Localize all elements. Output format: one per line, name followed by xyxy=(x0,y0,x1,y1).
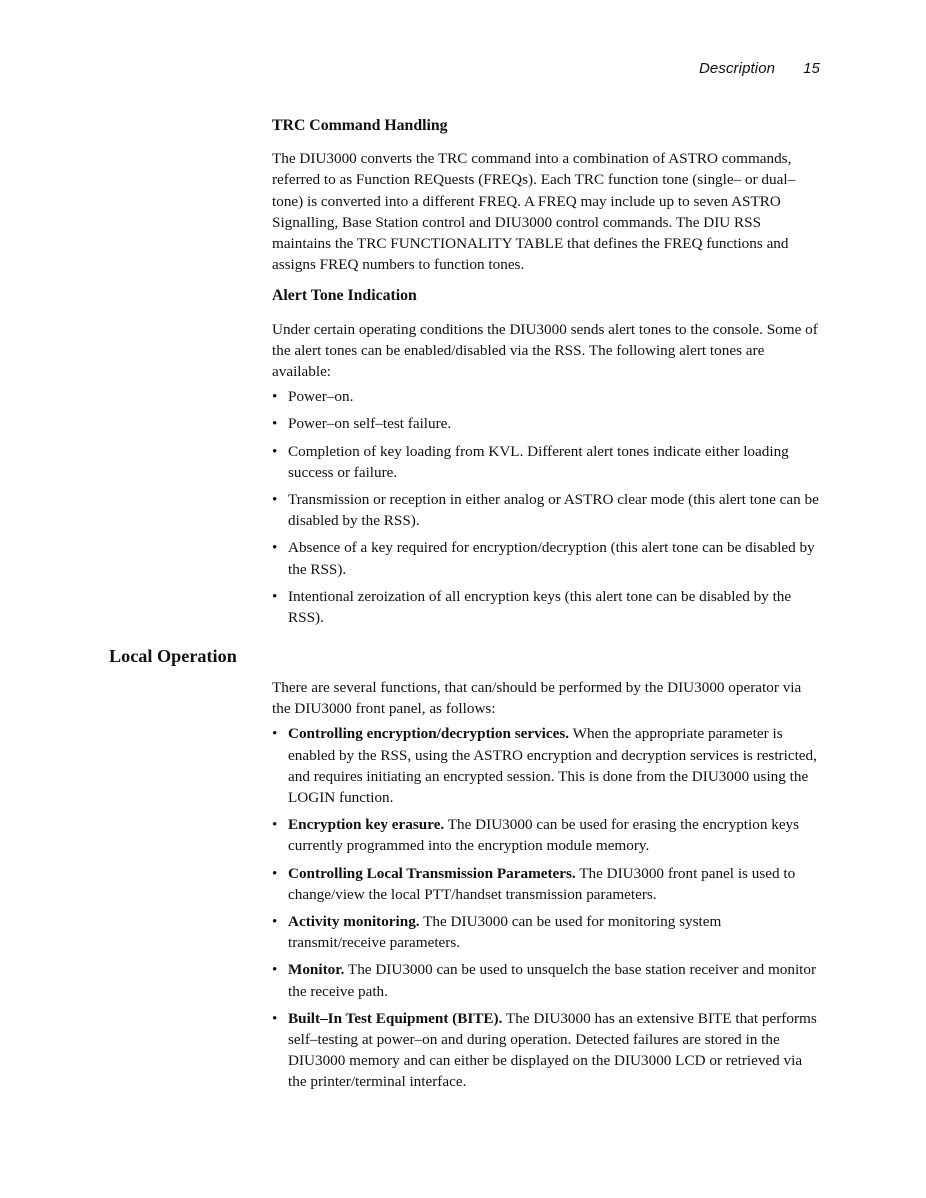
bullet-icon: • xyxy=(272,864,278,882)
bullet-icon: • xyxy=(272,1009,278,1027)
local-function-list xyxy=(272,723,822,1092)
bullet-icon: • xyxy=(272,816,278,834)
list-item-text: The DIU3000 can be used for erasing the encryption keys currently programmed into the encryption module memory. xyxy=(288,816,800,855)
list-item-text: When the appropriate parameter is enabled by the RSS, using the ASTRO encryption and decryption services is restricted, and requires initiating an encrypted session. This is done from the DIU3000 using the LOGIN function. xyxy=(288,725,817,807)
list-item: • Transmission or reception in either analog or ASTRO clear mode (this alert tone can be disabled by the RSS). xyxy=(272,491,819,530)
bullet-icon: • xyxy=(272,442,278,460)
alert-heading: Alert Tone Indication xyxy=(272,287,417,305)
page-number: 15 xyxy=(803,60,820,77)
bullet-icon: • xyxy=(272,491,278,509)
trc-heading: TRC Command Handling xyxy=(272,117,448,134)
list-item: • Completion of key loading from KVL. Different alert tones indicate either loading success or failure. xyxy=(272,442,789,481)
local-operation-heading: Local Operation xyxy=(109,646,237,666)
alert-intro: Under certain operating conditions the DIU3000 sends alert tones to the console. Some of the alert tones can be enabled/disabled via the RSS. The following alert tones are available: xyxy=(272,320,818,381)
list-item-text: The DIU3000 has an extensive BITE that performs self–testing at power–on and during operation. Detected failures are stored in the DIU3000 memory and can either be displayed on the DIU3000 LCD or retrieved via the printer/terminal interface. xyxy=(288,1009,817,1091)
local-operation-content xyxy=(272,677,822,1099)
bullet-icon: • xyxy=(272,539,278,557)
list-item: • Intentional zeroization of all encryption keys (this alert tone can be disabled by the RSS). xyxy=(272,587,792,627)
bullet-icon: • xyxy=(272,725,278,743)
upper-content xyxy=(272,115,822,634)
list-item xyxy=(272,911,822,953)
list-item-text: The DIU3000 can be used for monitoring system transmit/receive parameters. xyxy=(288,913,722,952)
list-item-term: Controlling encryption/decryption services. xyxy=(288,725,570,743)
bullet-icon: • xyxy=(272,415,278,433)
list-item-term: Monitor. xyxy=(288,961,345,979)
list-item-text: The DIU3000 can be used to unsquelch the base station receiver and monitor the receive path. xyxy=(288,961,817,1000)
list-item-text: The DIU3000 front panel is used to change/view the local PTT/handset transmission parameters. xyxy=(288,864,796,903)
list-item xyxy=(272,863,822,905)
bullet-icon: • xyxy=(272,388,278,406)
bullet-icon: • xyxy=(272,587,278,605)
list-item xyxy=(272,723,822,808)
list-item xyxy=(272,959,822,1001)
running-header xyxy=(699,60,820,77)
list-item: • Absence of a key required for encryption/decryption (this alert tone can be disabled by the RSS). xyxy=(272,539,815,578)
bullet-icon: • xyxy=(272,913,278,931)
header-section-title: Description xyxy=(698,60,776,77)
list-item: • Power–on. xyxy=(272,386,822,407)
list-item xyxy=(272,814,822,856)
alert-tone-list xyxy=(272,386,822,628)
bullet-icon: • xyxy=(272,961,278,979)
trc-body: The DIU3000 converts the TRC command into a combination of ASTRO commands, referred to as Function REQuests (FREQs). Each TRC function tone (single– or dual–tone) is converted into a different FREQ. A FREQ may include up to seven ASTRO Signalling, Base Station control and DIU3000 control commands. The DIU RSS maintains the TRC FUNCTIONALITY TABLE that defines the FREQ functions and assigns FREQ numbers to function tones. xyxy=(272,150,796,274)
list-item-term: Encryption key erasure. xyxy=(288,816,445,834)
list-item-term: Built–In Test Equipment (BITE). xyxy=(288,1009,503,1027)
list-item-term: Activity monitoring. xyxy=(288,913,420,931)
local-intro: There are several functions, that can/should be performed by the DIU3000 operator via the DIU3000 front panel, as follows: xyxy=(272,679,802,718)
list-item: • Power–on self–test failure. xyxy=(272,413,822,434)
list-item xyxy=(272,1008,822,1093)
list-item-term: Controlling Local Transmission Parameters. xyxy=(288,864,576,882)
